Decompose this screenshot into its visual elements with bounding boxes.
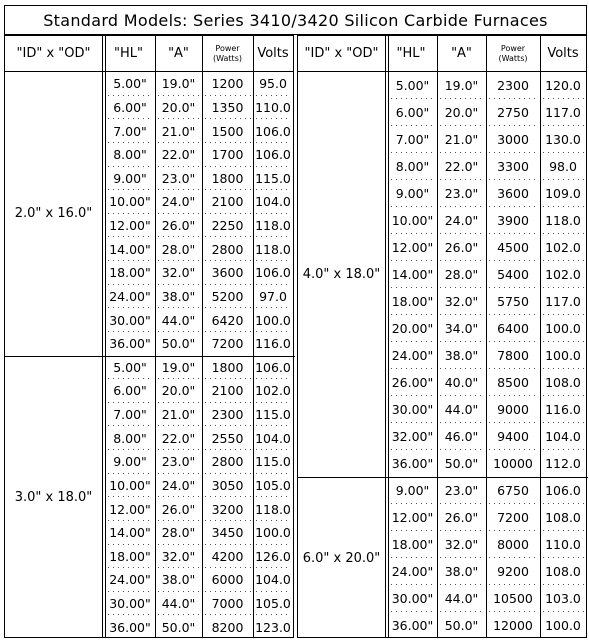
power-cell: 6420 — [211, 312, 244, 328]
a-dimension-cell: 28.0" — [161, 241, 196, 257]
heated-length-cell: 12.00" — [391, 240, 434, 255]
a-dimension-cell: 23.0" — [444, 186, 479, 201]
volts-cell: 108.0 — [545, 564, 581, 579]
volts-cell: 102.0 — [545, 267, 581, 282]
volts-cell: 118.0 — [255, 218, 291, 234]
model-size-label: 2.0" x 16.0" — [14, 206, 93, 222]
header-power-unit: (Watts) — [213, 53, 242, 63]
volts-cell: 105.0 — [255, 477, 291, 493]
volts-cell: 102.0 — [255, 383, 291, 399]
volts-cell: 106.0 — [255, 265, 291, 281]
a-dimension-cell: 26.0" — [161, 501, 196, 517]
header-power-unit: (Watts) — [498, 53, 528, 63]
heated-length-cell: 36.00" — [109, 336, 151, 352]
a-dimension-cell: 26.0" — [444, 510, 479, 525]
volts-cell: 116.0 — [545, 402, 581, 417]
header-id-od: "ID" x "OD" — [298, 36, 385, 72]
a-dimension-cell: 38.0" — [444, 348, 479, 363]
heated-length-cell: 5.00" — [395, 78, 430, 93]
a-dimension-cell: 21.0" — [161, 123, 196, 139]
volts-cell: 106.0 — [255, 147, 291, 163]
heated-length-cell: 24.00" — [391, 348, 434, 363]
power-cell: 4200 — [211, 548, 244, 564]
heated-length-cell: 18.00" — [109, 548, 151, 564]
power-cell: 2550 — [211, 430, 244, 446]
a-dimension-cell: 21.0" — [161, 407, 196, 423]
a-dimension-cell: 21.0" — [444, 132, 479, 147]
volts-cell: 116.0 — [255, 336, 291, 352]
power-cell: 2100 — [211, 194, 244, 210]
heated-length-cell: 12.00" — [109, 501, 151, 517]
volts-cell: 106.0 — [255, 123, 291, 139]
power-cell: 2300 — [211, 407, 244, 423]
heated-length-cell: 36.00" — [109, 619, 151, 635]
power-cell: 3450 — [211, 525, 244, 541]
volts-cell: 123.0 — [255, 619, 291, 635]
power-cell: 6750 — [497, 483, 529, 498]
a-dimension-cell: 19.0" — [444, 78, 479, 93]
heated-length-cell: 10.00" — [391, 213, 434, 228]
heated-length-cell: 30.00" — [109, 312, 151, 328]
heated-length-cell: 24.00" — [109, 288, 151, 304]
header-id-od: "ID" x "OD" — [5, 36, 102, 72]
power-cell: 3050 — [211, 477, 244, 493]
a-dimension-cell: 50.0" — [161, 619, 196, 635]
heated-length-cell: 6.00" — [113, 99, 147, 115]
volts-cell: 104.0 — [255, 572, 291, 588]
power-cell: 3000 — [497, 132, 529, 147]
volts-cell: 115.0 — [255, 170, 291, 186]
power-cell: 7200 — [211, 336, 244, 352]
a-dimension-cell: 24.0" — [161, 477, 196, 493]
a-dimension-cell: 32.0" — [444, 537, 479, 552]
a-dimension-cell: 44.0" — [161, 312, 196, 328]
a-dimension-cell: 38.0" — [161, 288, 196, 304]
a-dimension-cell: 26.0" — [161, 218, 196, 234]
volts-cell: 98.0 — [549, 159, 577, 174]
volts-cell: 118.0 — [255, 501, 291, 517]
heated-length-cell: 18.00" — [391, 537, 434, 552]
left-table — [4, 35, 294, 638]
heated-length-cell: 7.00" — [113, 123, 147, 139]
heated-length-cell: 6.00" — [395, 105, 430, 120]
heated-length-cell: 8.00" — [113, 430, 147, 446]
power-cell: 3600 — [211, 265, 244, 281]
table-title: Standard Models: Series 3410/3420 Silicon Carbide Furnaces — [4, 5, 587, 35]
power-cell: 1500 — [211, 123, 244, 139]
volts-cell: 100.0 — [545, 348, 581, 363]
a-dimension-cell: 28.0" — [161, 525, 196, 541]
volts-cell: 100.0 — [255, 312, 291, 328]
power-cell: 2300 — [497, 78, 529, 93]
a-dimension-cell: 19.0" — [161, 76, 196, 92]
heated-length-cell: 32.00" — [391, 429, 434, 444]
power-cell: 3600 — [497, 186, 529, 201]
a-dimension-cell: 50.0" — [444, 456, 479, 471]
volts-cell: 95.0 — [259, 76, 287, 92]
a-dimension-cell: 19.0" — [161, 359, 196, 375]
power-cell: 1200 — [211, 76, 244, 92]
volts-cell: 100.0 — [545, 321, 581, 336]
volts-cell: 104.0 — [255, 430, 291, 446]
volts-cell: 108.0 — [545, 375, 581, 390]
heated-length-cell: 20.00" — [391, 321, 434, 336]
model-size-label: 6.0" x 20.0" — [302, 550, 381, 566]
a-dimension-cell: 32.0" — [444, 294, 479, 309]
a-dimension-cell: 44.0" — [161, 596, 196, 612]
a-dimension-cell: 50.0" — [444, 618, 479, 633]
a-dimension-cell: 38.0" — [161, 572, 196, 588]
volts-cell: 126.0 — [255, 548, 291, 564]
heated-length-cell: 12.00" — [109, 218, 151, 234]
power-cell: 10500 — [493, 591, 533, 606]
volts-cell: 117.0 — [545, 294, 581, 309]
volts-cell: 104.0 — [545, 429, 581, 444]
power-cell: 6400 — [497, 321, 529, 336]
heated-length-cell: 30.00" — [391, 402, 434, 417]
heated-length-cell: 30.00" — [109, 596, 151, 612]
volts-cell: 108.0 — [545, 510, 581, 525]
model-size-label: 4.0" x 18.0" — [302, 267, 381, 282]
power-cell: 1800 — [211, 359, 244, 375]
a-dimension-cell: 22.0" — [161, 147, 196, 163]
power-cell: 7800 — [497, 348, 529, 363]
power-cell: 2800 — [211, 241, 244, 257]
volts-cell: 118.0 — [545, 213, 581, 228]
heated-length-cell: 14.00" — [391, 267, 434, 282]
volts-cell: 109.0 — [545, 186, 581, 201]
model-size-label: 3.0" x 18.0" — [14, 489, 93, 505]
heated-length-cell: 18.00" — [109, 265, 151, 281]
header-power-label: Power — [500, 43, 526, 53]
power-cell: 9200 — [497, 564, 529, 579]
power-cell: 2800 — [211, 454, 244, 470]
a-dimension-cell: 23.0" — [161, 170, 196, 186]
header-hl: "HL" — [102, 36, 155, 72]
power-cell: 12000 — [493, 618, 533, 633]
a-dimension-cell: 23.0" — [444, 483, 479, 498]
power-cell: 5400 — [497, 267, 529, 282]
heated-length-cell: 36.00" — [391, 456, 434, 471]
heated-length-cell: 5.00" — [113, 359, 147, 375]
heated-length-cell: 9.00" — [113, 454, 147, 470]
volts-cell: 110.0 — [545, 537, 581, 552]
a-dimension-cell: 32.0" — [161, 265, 196, 281]
heated-length-cell: 18.00" — [391, 294, 434, 309]
a-dimension-cell: 38.0" — [444, 564, 479, 579]
heated-length-cell: 10.00" — [109, 194, 151, 210]
header-volts: Volts — [253, 36, 293, 72]
power-cell: 2250 — [211, 218, 244, 234]
power-cell: 7000 — [211, 596, 244, 612]
heated-length-cell: 12.00" — [391, 510, 434, 525]
power-cell: 1700 — [211, 147, 244, 163]
volts-cell: 104.0 — [255, 194, 291, 210]
volts-cell: 120.0 — [545, 78, 581, 93]
header-power-label: Power — [215, 43, 240, 53]
a-dimension-cell: 50.0" — [161, 336, 196, 352]
power-cell: 9400 — [497, 429, 529, 444]
power-cell: 9000 — [497, 402, 529, 417]
column-divider — [385, 36, 386, 637]
right-table — [297, 35, 587, 638]
heated-length-cell: 24.00" — [109, 572, 151, 588]
heated-length-cell: 9.00" — [395, 186, 430, 201]
a-dimension-cell: 34.0" — [444, 321, 479, 336]
a-dimension-cell: 40.0" — [444, 375, 479, 390]
power-cell: 1800 — [211, 170, 244, 186]
a-dimension-cell: 22.0" — [161, 430, 196, 446]
power-cell: 8200 — [211, 619, 244, 635]
volts-cell: 117.0 — [545, 105, 581, 120]
a-dimension-cell: 24.0" — [161, 194, 196, 210]
a-dimension-cell: 20.0" — [161, 99, 196, 115]
power-cell: 5750 — [497, 294, 529, 309]
heated-length-cell: 9.00" — [113, 170, 147, 186]
power-cell: 7200 — [497, 510, 529, 525]
a-dimension-cell: 23.0" — [161, 454, 196, 470]
heated-length-cell: 8.00" — [395, 159, 430, 174]
volts-cell: 118.0 — [255, 241, 291, 257]
power-cell: 3200 — [211, 501, 244, 517]
volts-cell: 105.0 — [255, 596, 291, 612]
heated-length-cell: 7.00" — [395, 132, 430, 147]
power-cell: 4500 — [497, 240, 529, 255]
power-cell: 8500 — [497, 375, 529, 390]
volts-cell: 110.0 — [255, 99, 291, 115]
volts-cell: 112.0 — [545, 456, 581, 471]
power-cell: 1350 — [211, 99, 244, 115]
volts-cell: 100.0 — [255, 525, 291, 541]
heated-length-cell: 30.00" — [391, 591, 434, 606]
header-a: "A" — [155, 36, 202, 72]
heated-length-cell: 10.00" — [109, 477, 151, 493]
heated-length-cell: 7.00" — [113, 407, 147, 423]
a-dimension-cell: 44.0" — [444, 591, 479, 606]
volts-cell: 115.0 — [255, 454, 291, 470]
a-dimension-cell: 32.0" — [161, 548, 196, 564]
a-dimension-cell: 22.0" — [444, 159, 479, 174]
header-power — [202, 36, 253, 72]
heated-length-cell: 24.00" — [391, 564, 434, 579]
power-cell: 8000 — [497, 537, 529, 552]
heated-length-cell: 6.00" — [113, 383, 147, 399]
a-dimension-cell: 20.0" — [444, 105, 479, 120]
header-volts: Volts — [540, 36, 586, 72]
header-hl: "HL" — [385, 36, 437, 72]
volts-cell: 103.0 — [545, 591, 581, 606]
power-cell: 2100 — [211, 383, 244, 399]
a-dimension-cell: 26.0" — [444, 240, 479, 255]
power-cell: 3900 — [497, 213, 529, 228]
volts-cell: 106.0 — [255, 359, 291, 375]
heated-length-cell: 5.00" — [113, 76, 147, 92]
heated-length-cell: 9.00" — [395, 483, 430, 498]
column-divider — [102, 36, 103, 637]
volts-cell: 130.0 — [545, 132, 581, 147]
power-cell: 3300 — [497, 159, 529, 174]
heated-length-cell: 26.00" — [391, 375, 434, 390]
header-power — [486, 36, 540, 72]
a-dimension-cell: 46.0" — [444, 429, 479, 444]
power-cell: 10000 — [493, 456, 533, 471]
heated-length-cell: 8.00" — [113, 147, 147, 163]
heated-length-cell: 36.00" — [391, 618, 434, 633]
a-dimension-cell: 20.0" — [161, 383, 196, 399]
power-cell: 5200 — [211, 288, 244, 304]
volts-cell: 97.0 — [259, 288, 287, 304]
a-dimension-cell: 28.0" — [444, 267, 479, 282]
volts-cell: 115.0 — [255, 407, 291, 423]
heated-length-cell: 14.00" — [109, 241, 151, 257]
volts-cell: 100.0 — [545, 618, 581, 633]
a-dimension-cell: 44.0" — [444, 402, 479, 417]
volts-cell: 106.0 — [545, 483, 581, 498]
power-cell: 2750 — [497, 105, 529, 120]
heated-length-cell: 14.00" — [109, 525, 151, 541]
a-dimension-cell: 24.0" — [444, 213, 479, 228]
power-cell: 6000 — [211, 572, 244, 588]
header-a: "A" — [437, 36, 486, 72]
volts-cell: 102.0 — [545, 240, 581, 255]
